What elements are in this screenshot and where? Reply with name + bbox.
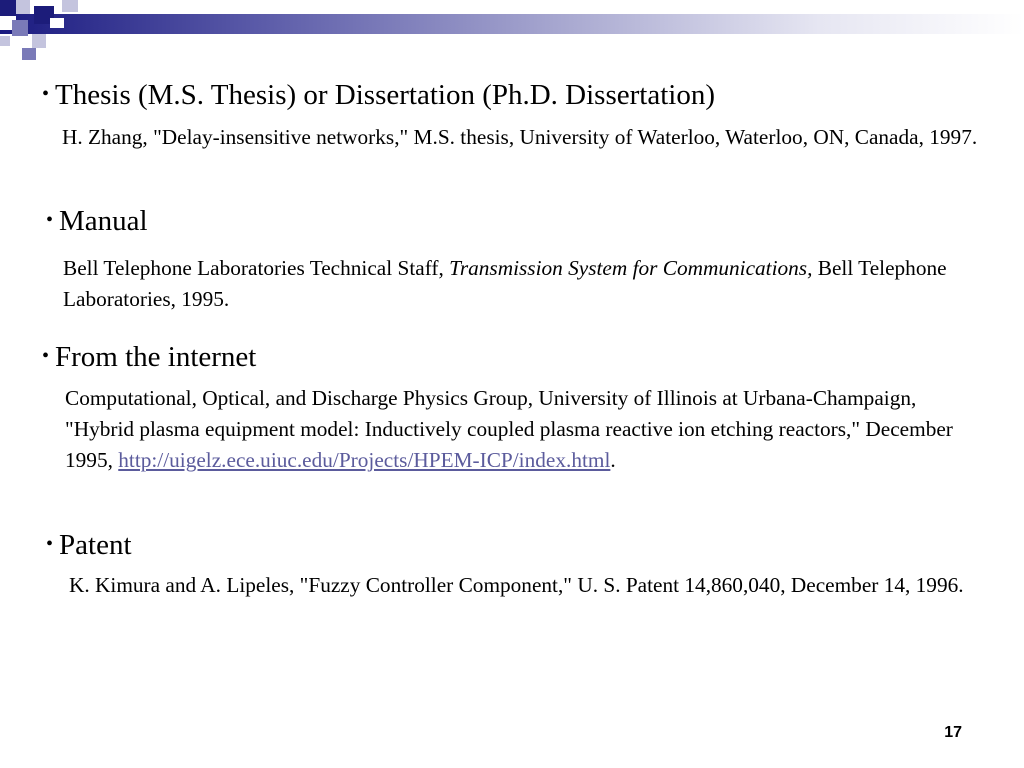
header-square xyxy=(50,18,64,28)
bullet-icon: • xyxy=(42,83,50,105)
heading-text: From the internet xyxy=(55,341,257,373)
header-square xyxy=(16,0,30,14)
heading-text: Thesis (M.S. Thesis) or Dissertation (Ph.D. Dissertation) xyxy=(55,79,715,111)
bullet-icon: • xyxy=(46,209,54,231)
reference-title: Transmission System for Communications, xyxy=(449,256,813,280)
section-heading-thesis xyxy=(42,77,715,112)
header-square xyxy=(0,0,16,16)
section-heading-manual xyxy=(46,203,148,238)
header-gradient-band xyxy=(0,14,1024,34)
page-number: 17 xyxy=(944,724,962,741)
reference-text: Bell Telephone Laboratories Technical Staff, xyxy=(63,256,450,280)
header-square xyxy=(62,0,78,12)
bullet-icon: • xyxy=(42,345,50,367)
section-heading-internet xyxy=(42,339,256,374)
reference-text: Bell Telephone Laboratories, 1995. xyxy=(63,256,947,311)
heading-text: Manual xyxy=(59,205,148,237)
header-square xyxy=(12,20,28,36)
reference-text: . xyxy=(610,448,616,472)
reference-manual xyxy=(63,253,983,315)
section-heading-patent xyxy=(46,527,132,562)
header-square xyxy=(22,48,36,60)
reference-thesis: H. Zhang, "Delay-insensitive networks," M.S. thesis, University of Waterloo, Waterloo, ON, Canada, 1997. xyxy=(62,125,978,149)
reference-link[interactable]: http://uigelz.ece.uiuc.edu/Projects/HPEM-ICP/index.html xyxy=(118,448,611,472)
reference-text: Computational, Optical, and Discharge Physics Group, University of Illinois at Urbana-Champaign, "Hybrid plasma equipment model: Inductively coupled plasma reactive ion etching reactors," December 1995, xyxy=(65,386,953,472)
header-square xyxy=(32,34,46,48)
header-square xyxy=(0,36,10,46)
heading-text: Patent xyxy=(59,529,132,561)
reference-internet xyxy=(65,383,985,476)
bullet-icon: • xyxy=(46,533,54,555)
reference-patent: K. Kimura and A. Lipeles, "Fuzzy Controller Component," U. S. Patent 14,860,040, December 14, 1996. xyxy=(69,573,964,597)
